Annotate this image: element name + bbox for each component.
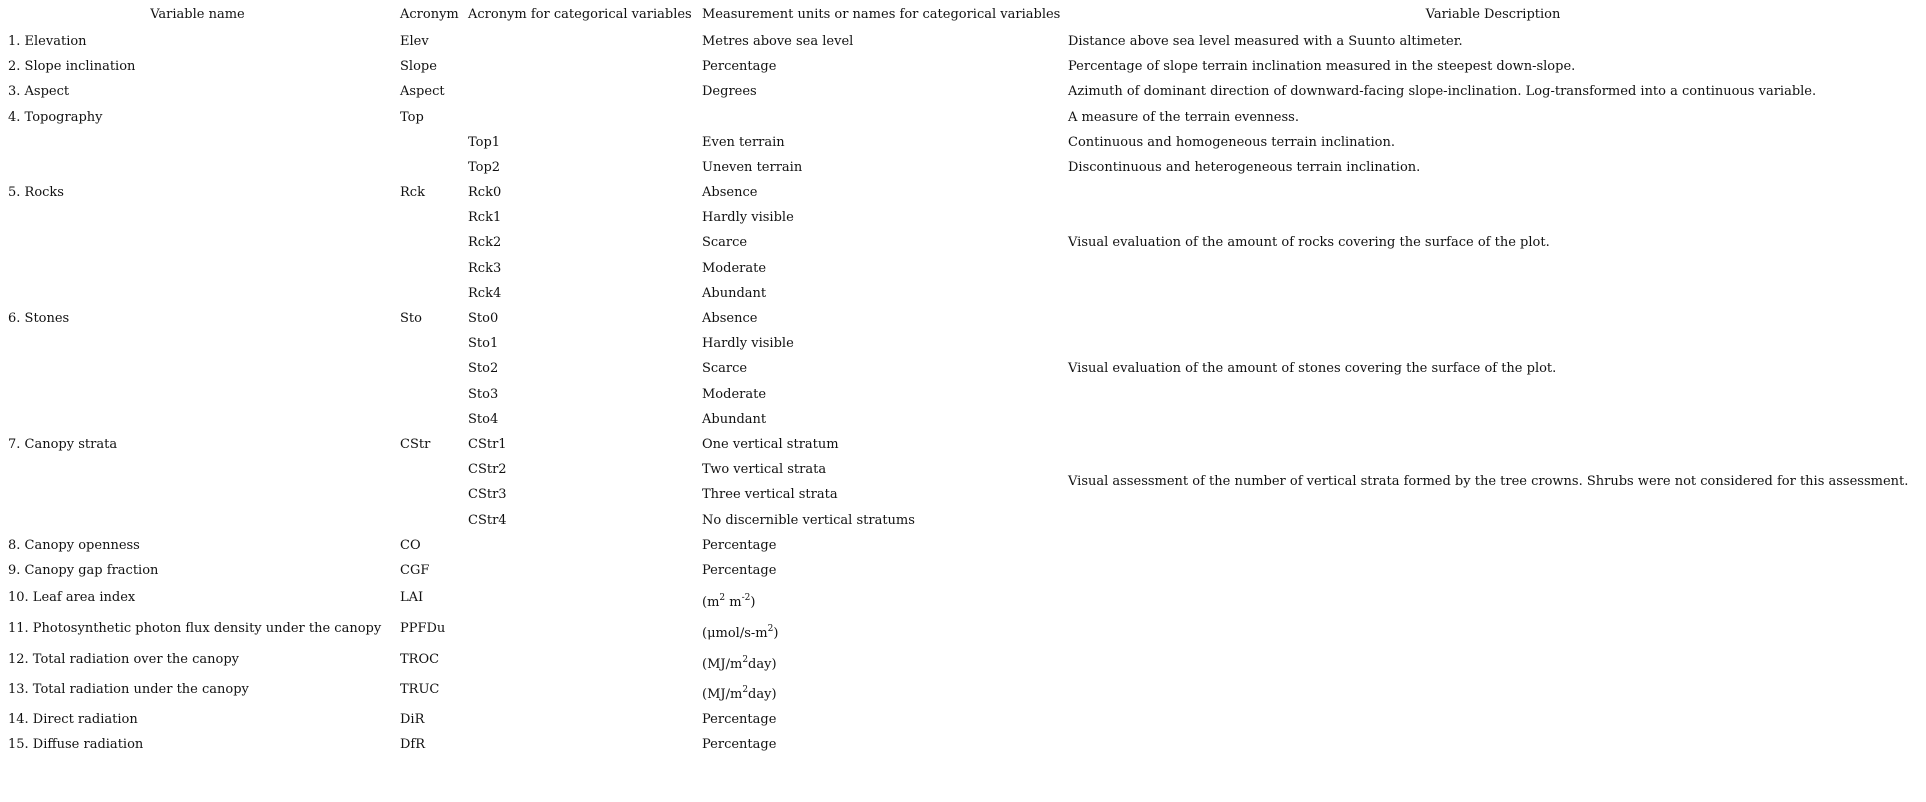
units: Moderate [702, 261, 767, 276]
table-row [0, 558, 1926, 583]
variable-name: 2. Slope inclination [8, 59, 136, 74]
categorical-acronym: Rck3 [468, 261, 502, 276]
units: Scarce [702, 361, 748, 376]
table-row [0, 707, 1926, 732]
units: Two vertical strata [702, 462, 827, 477]
variable-name: 8. Canopy openness [8, 538, 140, 553]
units: Three vertical strata [702, 487, 838, 502]
table-header-row [0, 2, 1926, 27]
table-row [0, 105, 1926, 130]
units: Percentage [702, 59, 777, 74]
units: Degrees [702, 84, 757, 99]
description: Percentage of slope terrain inclination measured in the steepest down-slope. [1068, 59, 1576, 74]
variable-name: 14. Direct radiation [8, 712, 138, 727]
description: Continuous and homogeneous terrain inclination. [1068, 135, 1396, 150]
units: Moderate [702, 387, 767, 402]
units: $(MJ/m^2day)$ [702, 655, 777, 672]
categorical-acronym: Sto3 [468, 387, 499, 402]
categorical-acronym: Top2 [468, 160, 501, 175]
description: Azimuth of dominant direction of downward-facing slope-inclination. Log-transformed into a continuous variable. [1068, 84, 1817, 99]
units: Abundant [702, 412, 767, 427]
variable-name: 7. Canopy strata [8, 437, 118, 452]
header-units: Measurement units or names for categorical variables [702, 7, 1061, 22]
table-row [0, 256, 1926, 281]
units: Hardly visible [702, 210, 794, 225]
variable-name: 3. Aspect [8, 84, 70, 99]
table-row [0, 432, 1926, 457]
description: Visual evaluation of the amount of stones covering the surface of the plot. [1068, 361, 1557, 376]
acronym: DiR [400, 712, 425, 727]
variable-name: 13. Total radiation under the canopy [8, 682, 249, 697]
acronym: DfR [400, 737, 426, 752]
variable-name: 15. Diffuse radiation [8, 737, 144, 752]
variable-name: 12. Total radiation over the canopy [8, 652, 239, 667]
table-row [0, 585, 1926, 610]
description: A measure of the terrain evenness. [1068, 110, 1299, 125]
units: One vertical stratum [702, 437, 839, 452]
units: No discernible vertical stratums [702, 513, 915, 528]
categorical-acronym: CStr2 [468, 462, 507, 477]
table-row [0, 79, 1926, 104]
categorical-acronym: CStr4 [468, 513, 507, 528]
acronym: TRUC [400, 682, 440, 697]
variable-name: 4. Topography [8, 110, 103, 125]
variable-name: 9. Canopy gap fraction [8, 563, 159, 578]
units: $(MJ/m^2day)$ [702, 685, 777, 702]
acronym: CStr [400, 437, 431, 452]
units: Even terrain [702, 135, 785, 150]
units: ($m^2$ $m^{-2}$) [702, 593, 756, 610]
table-row [0, 508, 1926, 533]
categorical-acronym: Top1 [468, 135, 501, 150]
units: Metres above sea level [702, 34, 854, 49]
table-row [0, 382, 1926, 407]
units: Absence [702, 311, 758, 326]
header-description: Variable Description [1425, 7, 1561, 22]
acronym: Rck [400, 185, 425, 200]
table-row [0, 155, 1926, 180]
acronym: PPFDu [400, 621, 446, 636]
table-row [0, 205, 1926, 230]
table-row [0, 306, 1926, 331]
categorical-acronym: Sto2 [468, 361, 499, 376]
variable-name: 10. Leaf area index [8, 590, 136, 605]
units: $(\mu mol/s-m^2)$ [702, 624, 779, 641]
categorical-acronym: Sto4 [468, 412, 499, 427]
variable-name: 1. Elevation [8, 34, 87, 49]
units: Percentage [702, 712, 777, 727]
units: Percentage [702, 563, 777, 578]
description: Discontinuous and heterogeneous terrain inclination. [1068, 160, 1421, 175]
acronym: CO [400, 538, 421, 553]
variable-name: 5. Rocks [8, 185, 64, 200]
units: Hardly visible [702, 336, 794, 351]
table-row [0, 647, 1926, 672]
variable-name: 6. Stones [8, 311, 70, 326]
table-row [0, 677, 1926, 702]
units: Scarce [702, 235, 748, 250]
table-row [0, 180, 1926, 205]
description: Visual evaluation of the amount of rocks covering the surface of the plot. [1068, 235, 1550, 250]
categorical-acronym: CStr1 [468, 437, 507, 452]
table-row [0, 29, 1926, 54]
categorical-acronym: Sto1 [468, 336, 499, 351]
acronym: Elev [400, 34, 429, 49]
categorical-acronym: CStr3 [468, 487, 507, 502]
header-categorical-acronym: Acronym for categorical variables [468, 7, 692, 22]
units: Percentage [702, 737, 777, 752]
table-row [0, 54, 1926, 79]
units: Abundant [702, 286, 767, 301]
table-row [0, 616, 1926, 641]
units: Percentage [702, 538, 777, 553]
acronym: CGF [400, 563, 430, 578]
acronym: LAI [400, 590, 424, 605]
canopy-strata-description-row [0, 469, 1926, 494]
table-row [0, 281, 1926, 306]
acronym: Slope [400, 59, 437, 74]
table-row [0, 130, 1926, 155]
categorical-acronym: Rck0 [468, 185, 502, 200]
units: Absence [702, 185, 758, 200]
table-row [0, 732, 1926, 757]
variable-name: 11. Photosynthetic photon flux density under the canopy [8, 621, 382, 636]
table-row [0, 407, 1926, 432]
acronym: TROC [400, 652, 440, 667]
header-variable-name: Variable name [150, 7, 245, 22]
categorical-acronym: Sto0 [468, 311, 499, 326]
acronym: Top [400, 110, 424, 125]
table-row [0, 230, 1926, 255]
acronym: Sto [400, 311, 422, 326]
table-row [0, 356, 1926, 381]
categorical-acronym: Rck2 [468, 235, 502, 250]
header-acronym: Acronym [400, 7, 459, 22]
table-row [0, 331, 1926, 356]
units: Uneven terrain [702, 160, 803, 175]
categorical-acronym: Rck1 [468, 210, 502, 225]
acronym: Aspect [400, 84, 445, 99]
categorical-acronym: Rck4 [468, 286, 502, 301]
description: Visual assessment of the number of vertical strata formed by the tree crowns. Shrubs were not considered for this assessment. [1068, 474, 1909, 489]
description: Distance above sea level measured with a Suunto altimeter. [1068, 34, 1463, 49]
table-row [0, 533, 1926, 558]
